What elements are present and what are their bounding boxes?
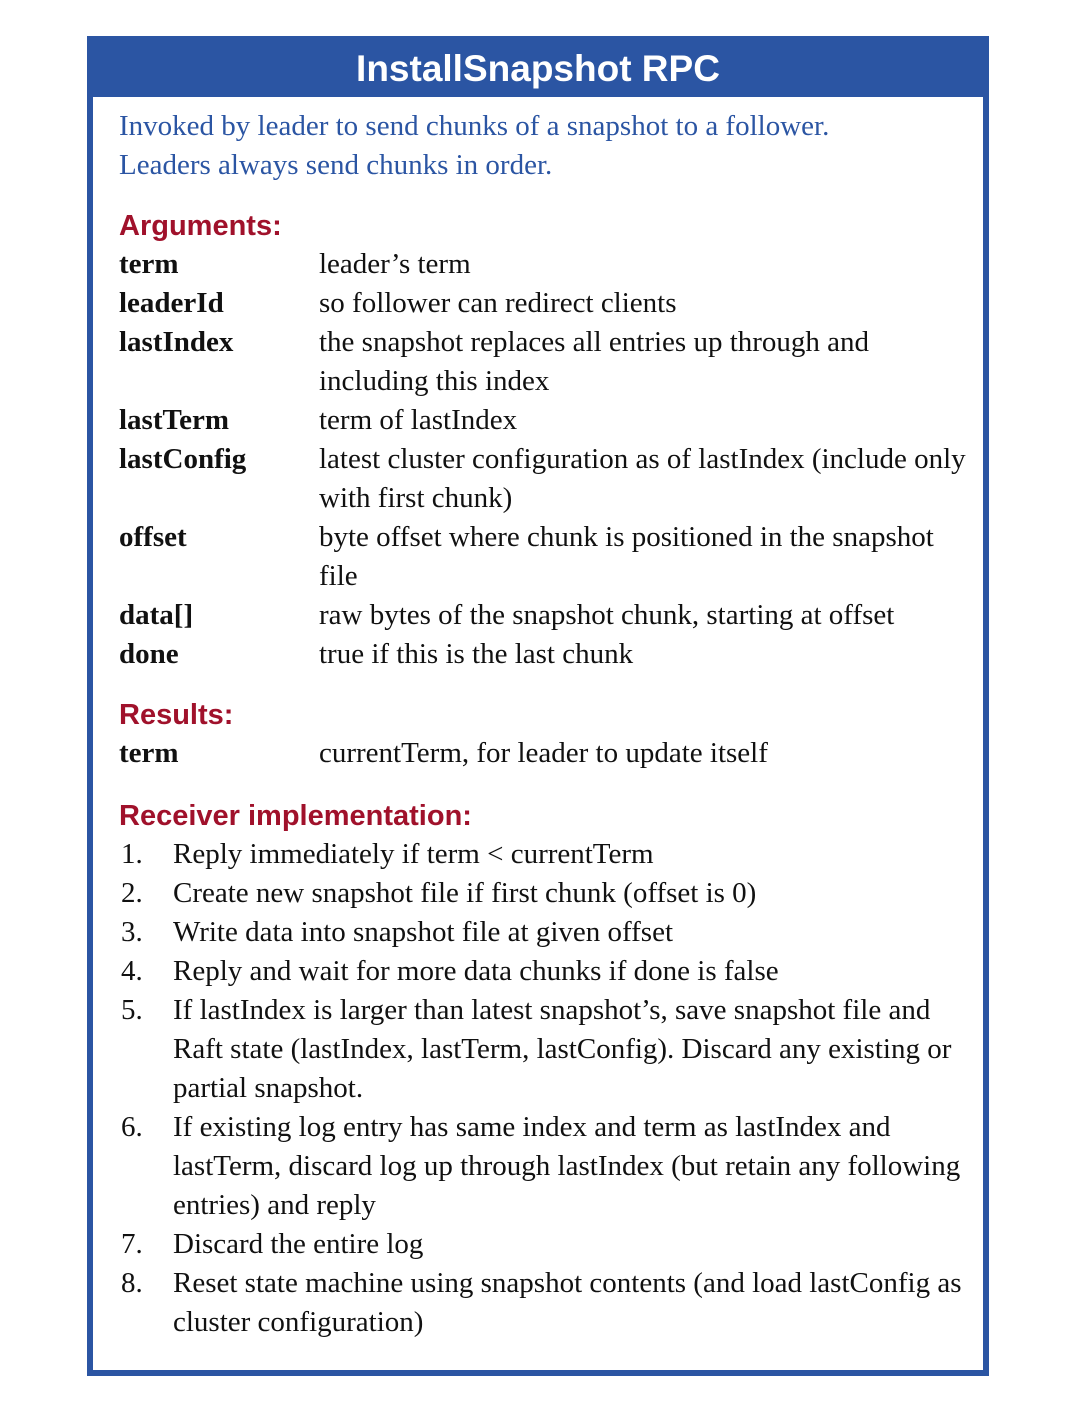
step-number: 1. (121, 838, 143, 870)
argument-name: term (119, 248, 179, 280)
step-number: 7. (121, 1228, 143, 1260)
result-row (119, 734, 983, 773)
argument-row (119, 518, 983, 596)
argument-desc: the snapshot replaces all entries up through and including this index (319, 326, 870, 397)
argument-name: done (119, 638, 179, 670)
step-text: Reply and wait for more data chunks if done is false (173, 955, 779, 987)
argument-name: leaderId (119, 287, 224, 319)
argument-desc: true if this is the last chunk (319, 638, 634, 670)
receiver-heading: Receiver implementation: (119, 800, 472, 832)
argument-desc: leader’s term (319, 248, 471, 280)
argument-desc: so follower can redirect clients (319, 287, 677, 319)
argument-name: data[] (119, 599, 194, 631)
argument-row (119, 635, 983, 674)
receiver-step (119, 991, 983, 1108)
argument-row (119, 440, 983, 518)
step-text: Write data into snapshot file at given offset (173, 916, 674, 948)
argument-name: lastIndex (119, 326, 234, 358)
arguments-list (119, 245, 983, 674)
step-number: 8. (121, 1267, 143, 1299)
result-name: term (119, 737, 179, 769)
argument-desc: term of lastIndex (319, 404, 518, 436)
results-list (119, 734, 983, 773)
step-text: Reply immediately if term < currentTerm (173, 838, 654, 870)
step-number: 2. (121, 877, 143, 909)
step-number: 4. (121, 955, 143, 987)
card-title: InstallSnapshot RPC (92, 41, 984, 97)
receiver-step (119, 874, 983, 913)
rpc-card (87, 36, 989, 1376)
receiver-step (119, 835, 983, 874)
argument-row (119, 323, 983, 401)
receiver-step (119, 1225, 983, 1264)
receiver-step (119, 913, 983, 952)
step-text: Reset state machine using snapshot contents (and load lastConfig as cluster configuration) (173, 1267, 962, 1338)
intro-line-1: Invoked by leader to send chunks of a snapshot to a follower. (119, 110, 830, 142)
arguments-heading: Arguments: (119, 210, 282, 242)
step-number: 5. (121, 994, 143, 1026)
argument-desc: latest cluster configuration as of lastIndex (include only with first chunk) (319, 443, 966, 514)
results-heading: Results: (119, 699, 234, 731)
card-content (93, 97, 983, 1342)
receiver-steps (119, 835, 983, 1342)
argument-row (119, 284, 983, 323)
receiver-step (119, 1264, 983, 1342)
intro-line-2: Leaders always send chunks in order. (119, 149, 553, 181)
step-text: If lastIndex is larger than latest snapshot’s, save snapshot file and Raft state (lastIndex, lastTerm, lastConfig). Discard any existing or partial snapshot. (173, 994, 952, 1104)
receiver-step (119, 1108, 983, 1225)
step-text: Create new snapshot file if first chunk (offset is 0) (173, 877, 757, 909)
argument-desc: raw bytes of the snapshot chunk, starting at offset (319, 599, 895, 631)
intro-text (119, 107, 983, 185)
argument-name: lastTerm (119, 404, 230, 436)
argument-row (119, 245, 983, 284)
result-desc: currentTerm, for leader to update itself (319, 737, 768, 769)
argument-row (119, 596, 983, 635)
step-text: Discard the entire log (173, 1228, 424, 1260)
argument-name: offset (119, 521, 187, 553)
step-number: 6. (121, 1111, 143, 1143)
step-text: If existing log entry has same index and term as lastIndex and lastTerm, discard log up through lastIndex (but retain any following entries) and reply (173, 1111, 961, 1221)
receiver-step (119, 952, 983, 991)
argument-desc: byte offset where chunk is positioned in the snapshot file (319, 521, 934, 592)
argument-name: lastConfig (119, 443, 247, 475)
argument-row (119, 401, 983, 440)
step-number: 3. (121, 916, 143, 948)
